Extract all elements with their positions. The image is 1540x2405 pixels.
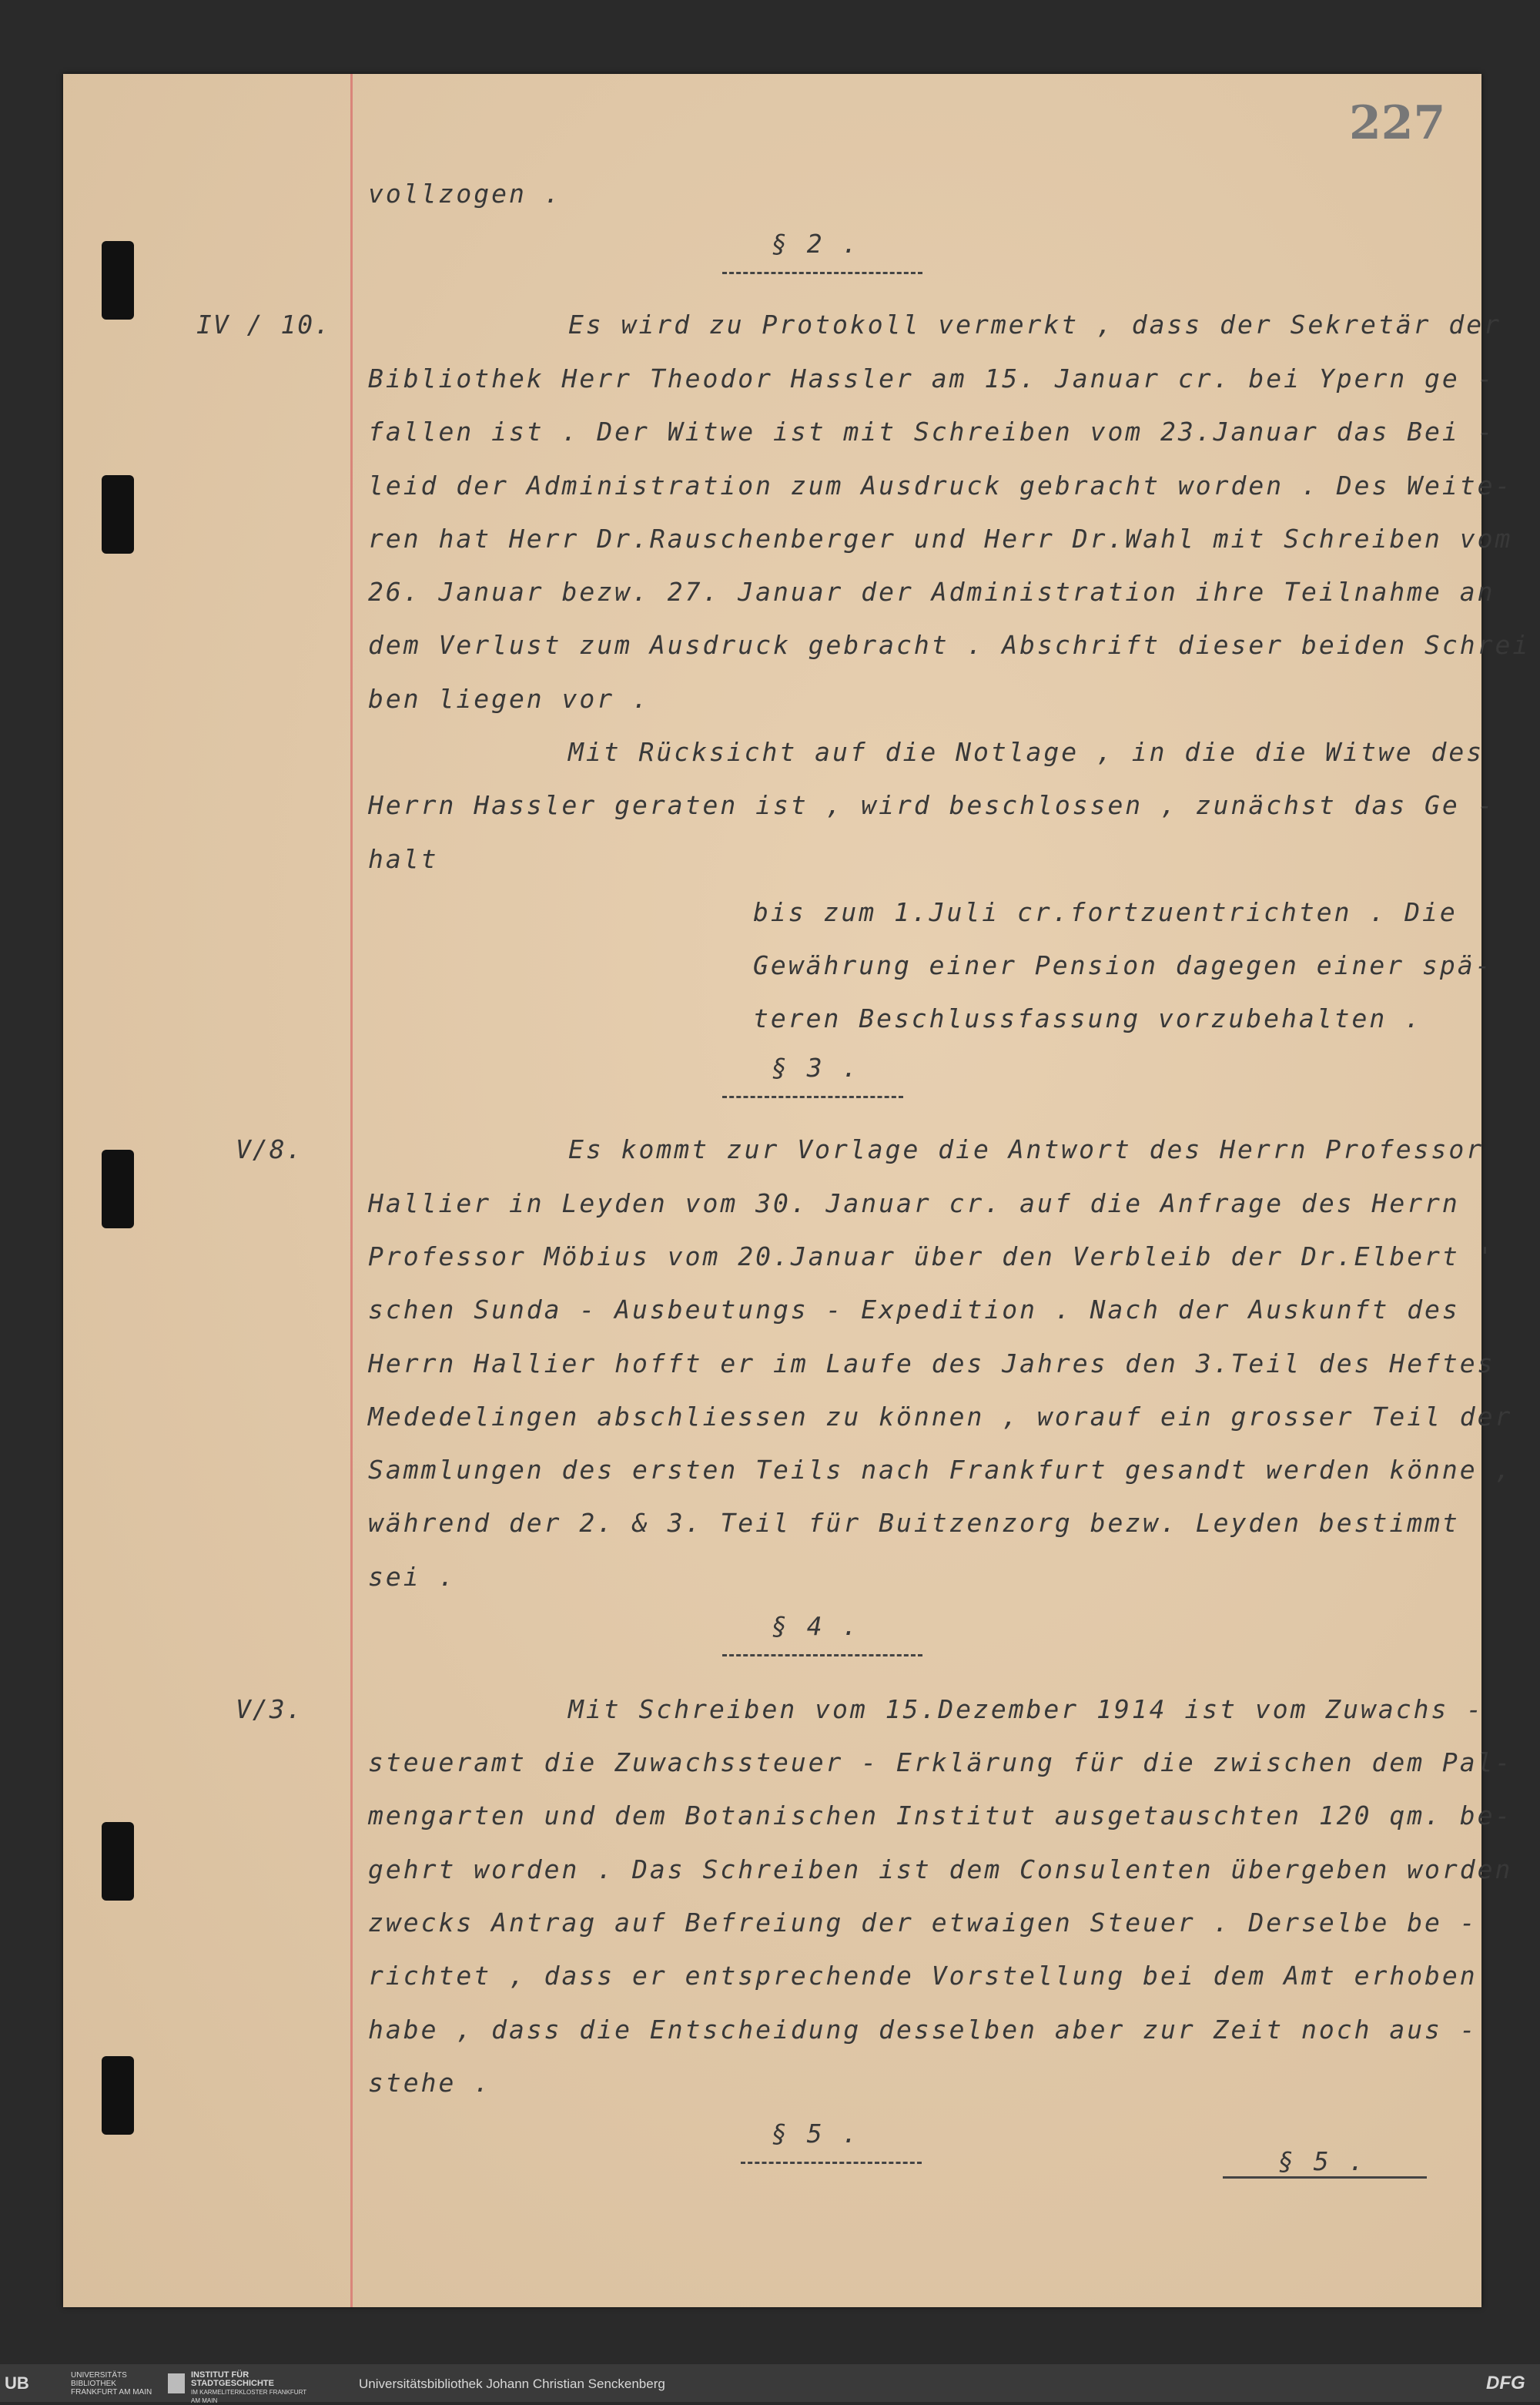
- section-heading: § 3 .: [772, 1053, 860, 1083]
- text-line: habe , dass die Entscheidung desselben aber zur Zeit noch aus -: [368, 2015, 1478, 2045]
- section-heading: § 2 .: [772, 229, 860, 259]
- footer-bar: [0, 2364, 1540, 2402]
- text-line: schen Sunda - Ausbeutungs - Expedition . Nach der Auskunft des: [368, 1295, 1460, 1325]
- text-line: dem Verlust zum Ausdruck gebracht . Abschrift dieser beiden Schrei: [368, 630, 1531, 660]
- text-line: während der 2. & 3. Teil für Buitzenzorg bezw. Leyden bestimmt: [368, 1508, 1460, 1538]
- library-name: Universitätsbibliothek Johann Christian Senckenberg: [359, 2377, 665, 2391]
- text-line: Es wird zu Protokoll vermerkt , dass der Sekretär der: [568, 310, 1502, 340]
- section-underline: [722, 1654, 922, 1656]
- text-line: teren Beschlussfassung vorzubehalten .: [753, 1003, 1422, 1033]
- text-line: halt: [368, 844, 439, 874]
- punch-hole: [102, 475, 134, 554]
- text-line: Mededelingen abschliessen zu können , worauf ein grosser Teil der: [368, 1402, 1513, 1432]
- dfg-logo: DFG: [1486, 2373, 1525, 2393]
- text-line: stehe .: [368, 2068, 492, 2098]
- institut-logo-icon: [168, 2373, 185, 2393]
- text-line: vollzogen .: [368, 179, 562, 209]
- text-line: Sammlungen des ersten Teils nach Frankfurt gesandt werden könne ,: [368, 1455, 1513, 1485]
- margin-rule: [350, 74, 353, 2307]
- text-line: sei .: [368, 1562, 457, 1592]
- margin-ref: V/8.: [236, 1134, 303, 1164]
- text-line: Herrn Hassler geraten ist , wird beschlossen , zunächst das Ge -: [368, 790, 1495, 820]
- text-line: steueramt die Zuwachssteuer - Erklärung für die zwischen dem Pal-: [368, 1747, 1513, 1777]
- section-heading: § 4 .: [772, 1611, 860, 1641]
- text-line: Gewährung einer Pension dagegen einer spä-: [753, 950, 1493, 980]
- text-line: richtet , dass er entsprechende Vorstellung bei dem Amt erhoben: [368, 1961, 1478, 1991]
- text-line: zwecks Antrag auf Befreiung der etwaigen Steuer . Derselbe be -: [368, 1908, 1478, 1938]
- text-line: mengarten und dem Botanischen Institut ausgetauschten 120 qm. be-: [368, 1800, 1513, 1831]
- text-line: leid der Administration zum Ausdruck gebracht worden . Des Weite-: [368, 471, 1513, 501]
- page-number: 227: [1349, 96, 1446, 150]
- text-line: Hallier in Leyden vom 30. Januar cr. auf die Anfrage des Herrn: [368, 1188, 1460, 1218]
- punch-hole: [102, 1822, 134, 1901]
- institut-logo-text: INSTITUT FÜR STADTGESCHICHTE IM KARMELITERKLOSTER FRANKFURT AM MAIN: [191, 2370, 306, 2404]
- text-line: Es kommt zur Vorlage die Antwort des Herrn Professor: [568, 1134, 1485, 1164]
- punch-hole: [102, 241, 134, 320]
- text-line: ren hat Herr Dr.Rauschenberger und Herr Dr.Wahl mit Schreiben vom: [368, 524, 1513, 554]
- ub-logo: UB: [5, 2373, 29, 2393]
- margin-ref: IV / 10.: [196, 310, 331, 340]
- section-heading: § 5 .: [772, 2119, 860, 2149]
- text-line: Bibliothek Herr Theodor Hassler am 15. Januar cr. bei Ypern ge -: [368, 363, 1495, 394]
- text-line: fallen ist . Der Witwe ist mit Schreiben vom 23.Januar das Bei -: [368, 417, 1495, 447]
- text-line: Herrn Hallier hofft er im Laufe des Jahres den 3.Teil des Heftes: [368, 1348, 1495, 1378]
- text-line: Mit Schreiben vom 15.Dezember 1914 ist vom Zuwachs -: [568, 1694, 1485, 1724]
- section-underline: [1223, 2176, 1427, 2179]
- section-underline: [722, 1096, 903, 1098]
- text-line: ben liegen vor .: [368, 684, 650, 714]
- margin-ref: V/3.: [236, 1694, 303, 1724]
- section-heading: § 5 .: [1278, 2146, 1367, 2176]
- ub-logo-text: UNIVERSITÄTS BIBLIOTHEK FRANKFURT AM MAIN: [71, 2371, 152, 2397]
- punch-hole: [102, 1150, 134, 1228]
- text-line: gehrt worden . Das Schreiben ist dem Consulenten übergeben worden: [368, 1854, 1513, 1884]
- text-line: 26. Januar bezw. 27. Januar der Administration ihre Teilnahme an: [368, 577, 1495, 607]
- section-underline: [741, 2162, 922, 2164]
- text-line: Professor Möbius vom 20.Januar über den Verbleib der Dr.Elbert ': [368, 1241, 1495, 1271]
- punch-hole: [102, 2056, 134, 2135]
- section-underline: [722, 272, 922, 274]
- text-line: Mit Rücksicht auf die Notlage , in die die Witwe des: [568, 737, 1485, 767]
- text-line: bis zum 1.Juli cr.fortzuentrichten . Die: [753, 897, 1458, 927]
